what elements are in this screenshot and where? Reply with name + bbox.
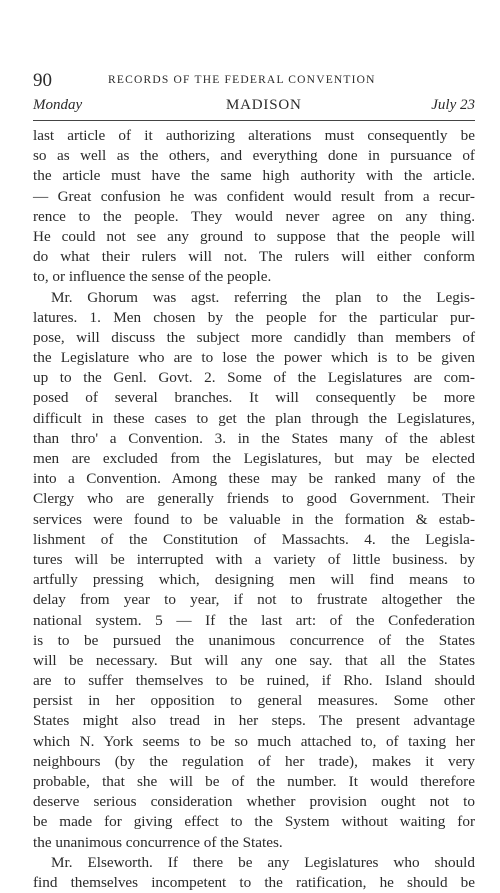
text-line: Clergy who are generally friends to good Government. Their: [33, 490, 475, 508]
text-line: national system. 5 — If the last art: of the Confederation: [33, 611, 475, 629]
text-line: latures. 1. Men chosen by the people for the particular pur-: [33, 308, 475, 326]
text-line: to, or influence the sense of the people.: [33, 268, 272, 286]
text-line: the Legislature who are to lose the power which is to be given: [33, 349, 475, 367]
text-line: posed of several branches. It will consequently be more: [33, 389, 475, 407]
text-line: into a Convention. Among these may be ranked many of the: [33, 470, 475, 488]
text-line: which N. York seems to be so much attached to, of taxing her: [33, 732, 475, 750]
page-number: 90: [33, 70, 52, 91]
text-line: neighbours (by the regulation of her trade), makes it very: [33, 752, 475, 770]
text-line: He could not see any ground to suppose that the people will: [33, 227, 475, 245]
text-line: do what their rulers will not. The rulers will either conform: [33, 248, 475, 266]
text-line: is to be pursued the unanimous concurrence of the States: [33, 631, 475, 649]
day-label: Monday: [33, 97, 83, 113]
text-line: Mr. Ghorum was agst. referring the plan to the Legis-: [51, 288, 475, 306]
text-line: tures will be interrupted with a variety of little business. by: [33, 550, 475, 568]
text-line: artfully pressing which, designing men will find means to: [33, 571, 475, 589]
text-line: find themselves incompetent to the ratification, he should be: [33, 873, 475, 891]
text-line: States might also tread in her steps. The present advantage: [33, 712, 475, 730]
author-name: MADISON: [226, 97, 302, 113]
text-line: delay from year to year, if not to frustrate altogether the: [33, 591, 475, 609]
text-line: the article must have the same high authority with the article.: [33, 167, 475, 185]
text-line: — Great confusion he was confident would result from a recur-: [33, 187, 475, 205]
text-line: men are excluded from the Legislatures, but may be elected: [33, 450, 475, 467]
text-line: deserve serious consideration whether provision ought not to: [33, 793, 475, 811]
subheader: [33, 97, 475, 119]
text-line: than thro' a Convention. 3. in the States many of the ablest: [33, 429, 475, 447]
header-rule: [33, 120, 475, 121]
text-line: up to the Genl. Govt. 2. Some of the Legislatures are com-: [33, 369, 475, 387]
body-text: [33, 126, 475, 893]
text-line: last article of it authorizing alterations must consequently be: [33, 127, 475, 144]
text-line: lishment of the Constitution of Massachts. 4. the Legisla-: [33, 530, 475, 548]
text-line: services were found to be valuable in the formation & estab-: [33, 510, 475, 528]
running-head: [33, 70, 473, 94]
text-line: rence to the people. They would never agree on any thing.: [33, 207, 475, 225]
text-line: difficult in these cases to get the plan through the Legislatures,: [33, 409, 475, 427]
text-line: so as well as the others, and everything done in pursuance of: [33, 147, 475, 165]
text-line: Mr. Elseworth. If there be any Legislatures who should: [51, 853, 475, 871]
text-line: pose, will discuss the subject more candidly than members of: [33, 328, 475, 346]
text-line: will be necessary. But will any one say. that all the States: [33, 651, 475, 669]
text-line: be made for giving effect to the System without waiting for: [33, 813, 475, 831]
text-line: are to suffer themselves to be ruined, if Rho. Island should: [33, 672, 475, 690]
text-line: probable, that she will be of the number. It would therefore: [33, 773, 475, 790]
text-line: the unanimous concurrence of the States.: [33, 833, 283, 851]
date-label: July 23: [431, 97, 475, 113]
running-title: RECORDS OF THE FEDERAL CONVENTION: [108, 74, 376, 86]
text-line: persist in her opposition to general measures. Some other: [33, 692, 475, 710]
